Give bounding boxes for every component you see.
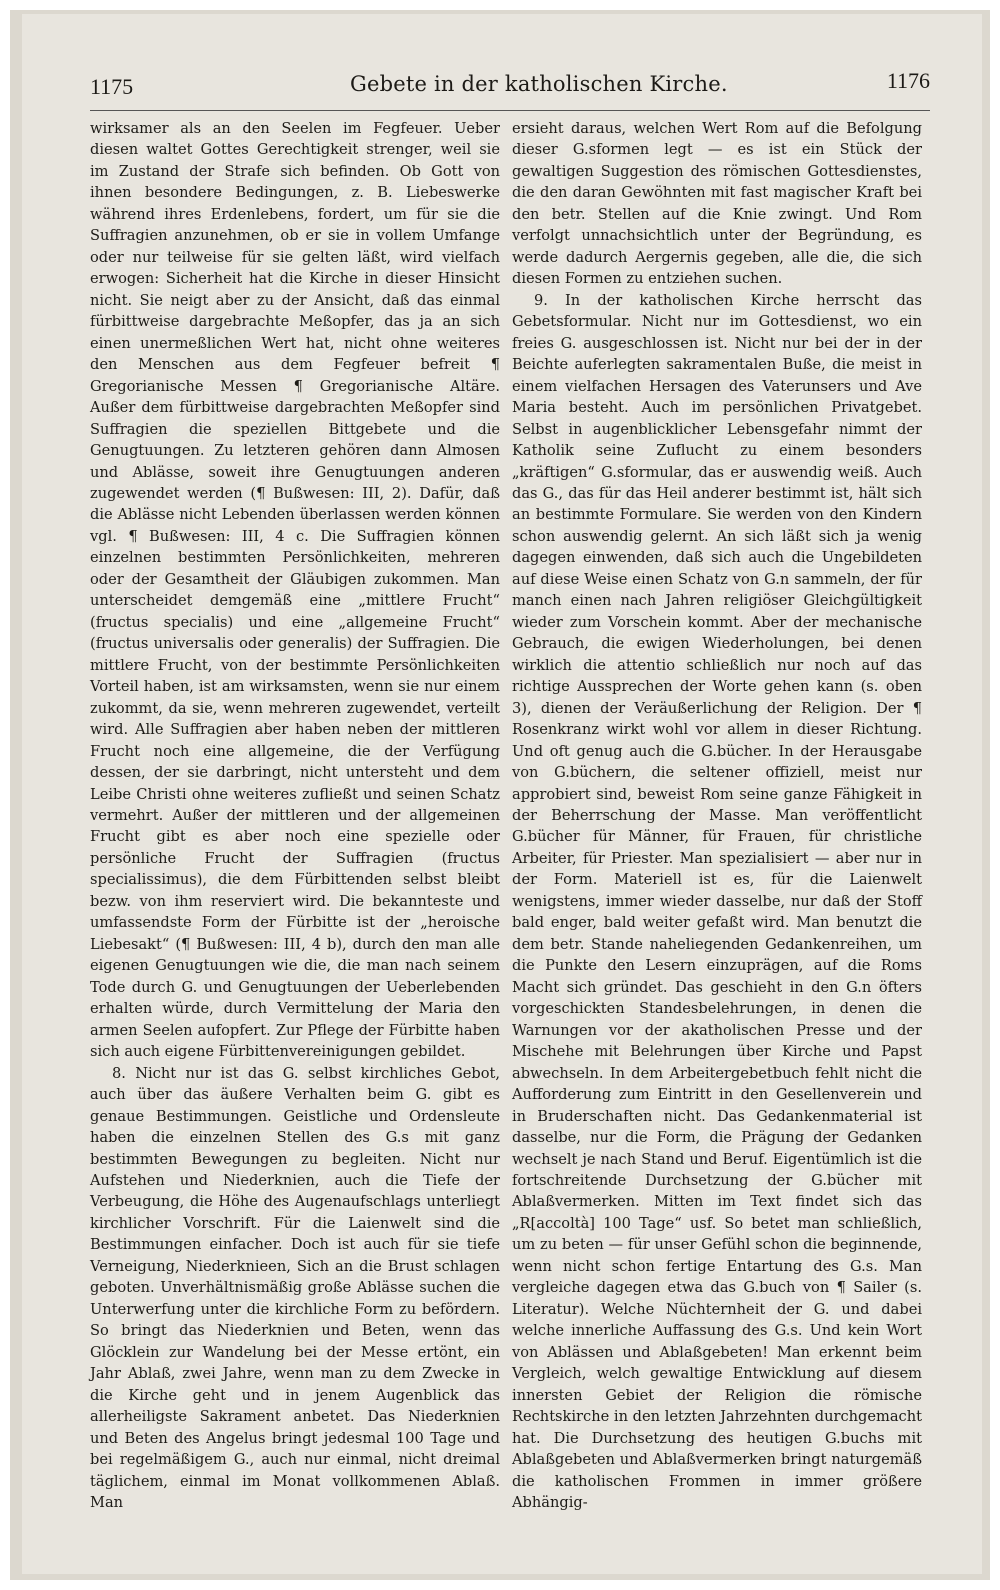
page-number-left: 1175: [90, 74, 134, 99]
left-paragraph-1: wirksamer als an den Seelen im Fegfeuer. Ueber diesen waltet Gottes Gerechtigkeit strenger, weil sie im Zustand der Strafe sich befinden. Ob Gott von ihnen besondere Bedingungen, z. B. Liebeswerke während ihres Erdenlebens, fordert, um für sie die Suffragien anzunehmen, ob er sie in vollem Umfange oder nur teilweise für sie gelten läßt, wird vielfach erwogen: Sicherheit hat die Kirche in dieser Hinsicht nicht. Sie neigt aber zu der Ansicht, daß das einmal fürbittweise dargebrachte Meßopfer, das ja an sich einen unermeßlichen Wert hat, nicht ohne weiteres den Menschen aus dem Fegfeuer befreit ¶ Gregorianische Messen ¶ Gregorianische Altäre. Außer dem fürbittweise dargebrachten Meßopfer sind Suffragien die speziellen Bittgebete und die Genugtuungen. Zu letzteren gehören dann Almosen und Ablässe, soweit ihre Genugtuungen anderen zugewendet werden (¶ Bußwesen: III, 2). Dafür, daß die Ablässe nicht Lebenden überlassen werden können vgl. ¶ Bußwesen: III, 4 c. Die Suffragien können einzelnen bestimmten Persönlichkeiten, mehreren oder der Gesamtheit der Gläubigen zukommen. Man unterscheidet demgemäß eine „mittlere Frucht“ (fructus specialis) und eine „allgemeine Frucht“ (fructus universalis oder generalis) der Suffragien. Die mittlere Frucht, von der bestimmte Persönlichkeiten Vorteil haben, ist am wirksamsten, wenn sie nur einem zukommt, da sie, wenn mehreren zugewendet, verteilt wird. Alle Suffragien aber haben neben der mittleren Frucht noch eine allgemeine, die der Verfügung dessen, der sie darbringt, nicht untersteht und dem Leibe Christi ohne weiteres zufließt und seinen Schatz vermehrt. Außer der mittleren und der allgemeinen Frucht gibt es aber noch eine spezielle oder persönliche Frucht der Suffragien (fructus specialissimus), die dem Fürbittenden selbst bleibt bezw. von ihm reserviert wird. Die bekannteste und umfassendste Form der Fürbitte ist der „heroische Liebesakt“ (¶ Bußwesen: III, 4 b), durch den man alle eigenen Genugtuungen wie die, die man nach seinem Tode durch G. und Genugtuungen der Ueberlebenden erhalten würde, durch Vermittelung der Maria den armen Seelen aufopfert. Zur Pflege der Fürbitte haben sich auch eigene Fürbittenvereinigungen gebildet.: [90, 120, 500, 1061]
left-paragraph-2: 8. Nicht nur ist das G. selbst kirchliches Gebot, auch über das äußere Verhalten beim G. gibt es genaue Bestimmungen. Geistliche und Ordensleute haben die einzelnen Stellen des G.s mit ganz bestimmten Bewegungen zu begleiten. Nicht nur Aufstehen und Niederknien, auch die Tiefe der Verbeugung, die Höhe des Augenaufschlags unterliegt kirchlicher Vorschrift. Für die Laienwelt sind die Bestimmungen einfacher. Doch ist auch für sie tiefe Verneigung, Niederknieen, Sich an die Brust schlagen geboten. Unverhältnismäßig große Ablässe suchen die Unterwerfung unter die kirchliche Form zu befördern. So bringt das Niederknien und Beten, wenn das Glöcklein zur Wandelung bei der Messe ertönt, ein Jahr Ablaß, zwei Jahre, wenn man zu dem Zwecke in die Kirche geht und in jenem Augenblick das allerheiligste Sakrament anbetet. Das Niederknien und Beten des Angelus bringt jedesmal 100 Tage und bei regelmäßigem G., auch nur einmal, nicht dreimal täglichem, einmal im Monat vollkommenen Ablaß. Man: [90, 1064, 500, 1511]
page-number-right: 1176: [886, 68, 930, 93]
right-column: [512, 118, 922, 1513]
right-paragraph-1: ersieht daraus, welchen Wert Rom auf die Befolgung dieser G.sformen legt — es ist ein Stück der gewaltigen Suggestion des römischen Gottesdienstes, die den daran Gewöhnten mit fast magischer Kraft bei den betr. Stellen auf die Knie zwingt. Und Rom verfolgt unnachsichtlich unter der Begründung, es werde dadurch Aergernis gegeben, alle die, die sich diesen Formen zu entziehen suchen.: [512, 120, 922, 288]
page-header: [90, 68, 930, 108]
right-paragraph-2: 9. In der katholischen Kirche herrscht das Gebetsformular. Nicht nur im Gottesdienst, wo ein freies G. ausgeschlossen ist. Nicht nur bei der in der Beichte auferlegten sakramentalen Buße, die meist in einem vielfachen Hersagen des Vaterunsers und Ave Maria besteht. Auch im persönlichen Privatgebet. Selbst in augenblicklicher Lebensgefahr nimmt der Katholik seine Zuflucht zu einem besonders „kräftigen“ G.sformular, das er auswendig weiß. Auch das G., das für das Heil anderer bestimmt ist, hält sich an bestimmte Formulare. Sie werden von den Kindern schon auswendig gelernt. An sich läßt sich ja wenig dagegen einwenden, daß sich auch die Ungebildeten auf diese Weise einen Schatz von G.n sammeln, der für manch einen nach Jahren religiöser Gleichgültigkeit wieder zum Vorschein kommt. Aber der mechanische Gebrauch, die ewigen Wiederholungen, bei denen wirklich die attentio schließlich nur noch auf das richtige Aussprechen der Worte gehen kann (s. oben 3), dienen der Veräußerlichung der Religion. Der ¶ Rosenkranz wirkt wohl vor allem in dieser Richtung. Und oft genug auch die G.bücher. In der Herausgabe von G.büchern, die seltener offiziell, meist nur approbiert sind, beweist Rom seine ganze Fähigkeit in der Beherrschung der Masse. Man veröffentlicht G.bücher für Männer, für Frauen, für christliche Arbeiter, für Priester. Man spezialisiert — aber nur in der Form. Materiell ist es, für die Laienwelt wenigstens, immer wieder dasselbe, nur daß der Stoff bald enger, bald weiter gefaßt wird. Man benutzt die dem betr. Stande naheliegenden Gedankenreihen, um die Punkte den Lesern einzuprägen, auf die Roms Macht sich gründet. Das geschieht in den G.n öfters vorgeschickten Standesbelehrungen, in denen die Warnungen vor der akatholischen Presse und der Mischehe mit Belehrungen über Kirche und Papst abwechseln. In dem Arbeitergebetbuch fehlt nicht die Aufforderung zum Eintritt in den Gesellenverein und in Bruderschaften nicht. Das Gedankenmaterial ist dasselbe, nur die Form, die Prägung der Gedanken wechselt je nach Stand und Beruf. Eigentümlich ist die fortschreitende Durchsetzung der G.bücher mit Ablaßvermerken. Mitten im Text findet sich das „R[accoltà] 100 Tage“ usf. So betet man schließlich, um zu beten — für unser Gefühl schon die beginnende, wenn nicht schon fertige Entartung des G.s. Man vergleiche dagegen etwa das G.buch von ¶ Sailer (s. Literatur). Welche Nüchternheit der G. und dabei welche innerliche Auffassung des G.s. Und kein Wort von Ablässen und Ablaßgebeten! Man erkennt beim Vergleich, welch gewaltige Entwicklung auf diesem innersten Gebiet der Religion die römische Rechtskirche in den letzten Jahrzehnten durchgemacht hat. Die Durchsetzung des heutigen G.buchs mit Ablaßgebeten und Ablaßvermerken bringt naturgemäß die katholischen Frommen in immer größere Abhängig-: [512, 291, 922, 1511]
left-column: [90, 118, 500, 1513]
header-rule: [90, 110, 930, 111]
running-title: Gebete in der katholischen Kirche.: [350, 72, 728, 96]
